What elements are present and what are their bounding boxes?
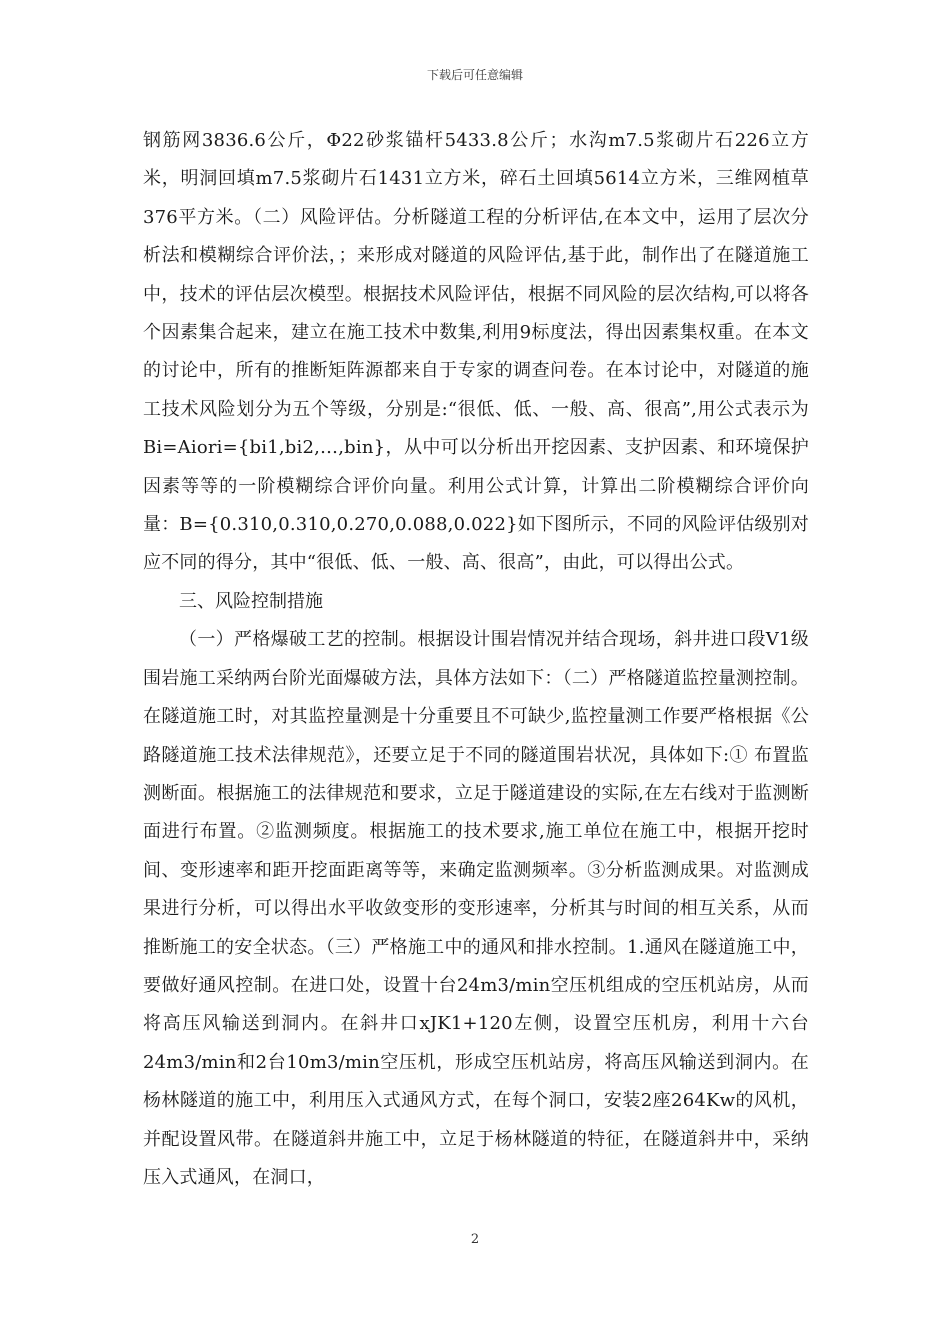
body-paragraph: 钢筋网3836.6公斤，Φ22砂浆锚杆5433.8公斤；水沟m7.5浆砌片石226立方米，明洞回填m7.5浆砌片石1431立方米，碎石土回填5614立方米，三维网植草376平方米。（二）风险评估。分析隧道工程的分析评估,在本文中，运用了层次分析法和模糊综合评价法，；来形成对隧道的风险评估,基于此，制作出了在隧道施工中，技术的评估层次模型。根据技术风险评估，根据不同风险的层次结构,可以将各个因素集合起来，建立在施工技术中数集,利用9标度法，得出因素集权重。在本文的讨论中，所有的推断矩阵源都来自于专家的调查问卷。在本讨论中，对隧道的施工技术风险划分为五个等级，分别是:“很低、低、一般、高、很高”,用公式表示为Bi=Aiori={bi1,bi2,…,bin}，从中可以分析出开挖因素、支护因素、和环境保护因素等等的一阶模糊综合评价向量。利用公式计算，计算出二阶模糊综合评价向量：B={0.310,0.310,0.270,0.088,0.022}如下图所示，不同的风险评估级别对应不同的得分，其中“很低、低、一般、高、很高”，由此，可以得出公式。 xyxy=(143,130,809,574)
document-body xyxy=(143,122,809,1197)
section-heading: 三、风险控制措施 xyxy=(179,590,323,612)
page-header: 下载后可任意编辑 xyxy=(426,68,523,82)
page-number: 2 xyxy=(470,1232,480,1247)
body-paragraph: （一）严格爆破工艺的控制。根据设计围岩情况并结合现场，斜井进口段V1级围岩施工采纳两台阶光面爆破方法，具体方法如下：（二）严格隧道监控量测控制。在隧道施工时，对其监控量测是十分重要且不可缺少,监控量测工作要严格根据《公路隧道施工技术法律规范》，还要立足于不同的隧道围岩状况，具体如下:① 布置监测断面。根据施工的法律规范和要求，立足于隧道建设的实际,在左右线对于监测断面进行布置。②监测频度。根据施工的技术要求,施工单位在施工中，根据开挖时间、变形速率和距开挖面距离等等，来确定监测频率。③分析监测成果。对监测成果进行分析，可以得出水平收敛变形的变形速率，分析其与时间的相互关系，从而推断施工的安全状态。（三）严格施工中的通风和排水控制。1.通风在隧道施工中，要做好通风控制。在进口处，设置十台24m3/min空压机组成的空压机站房，从而将高压风输送到洞内。在斜井口xJK1+120左侧，设置空压机房，利用十六台24m3/min和2台10m3/min空压机，形成空压机站房，将高压风输送到洞内。在杨林隧道的施工中，利用压入式通风方式，在每个洞口，安装2座264Kw的风机，并配设置风带。在隧道斜井施工中，立足于杨林隧道的特征，在隧道斜井中，采纳压入式通风，在洞口， xyxy=(143,629,809,1188)
